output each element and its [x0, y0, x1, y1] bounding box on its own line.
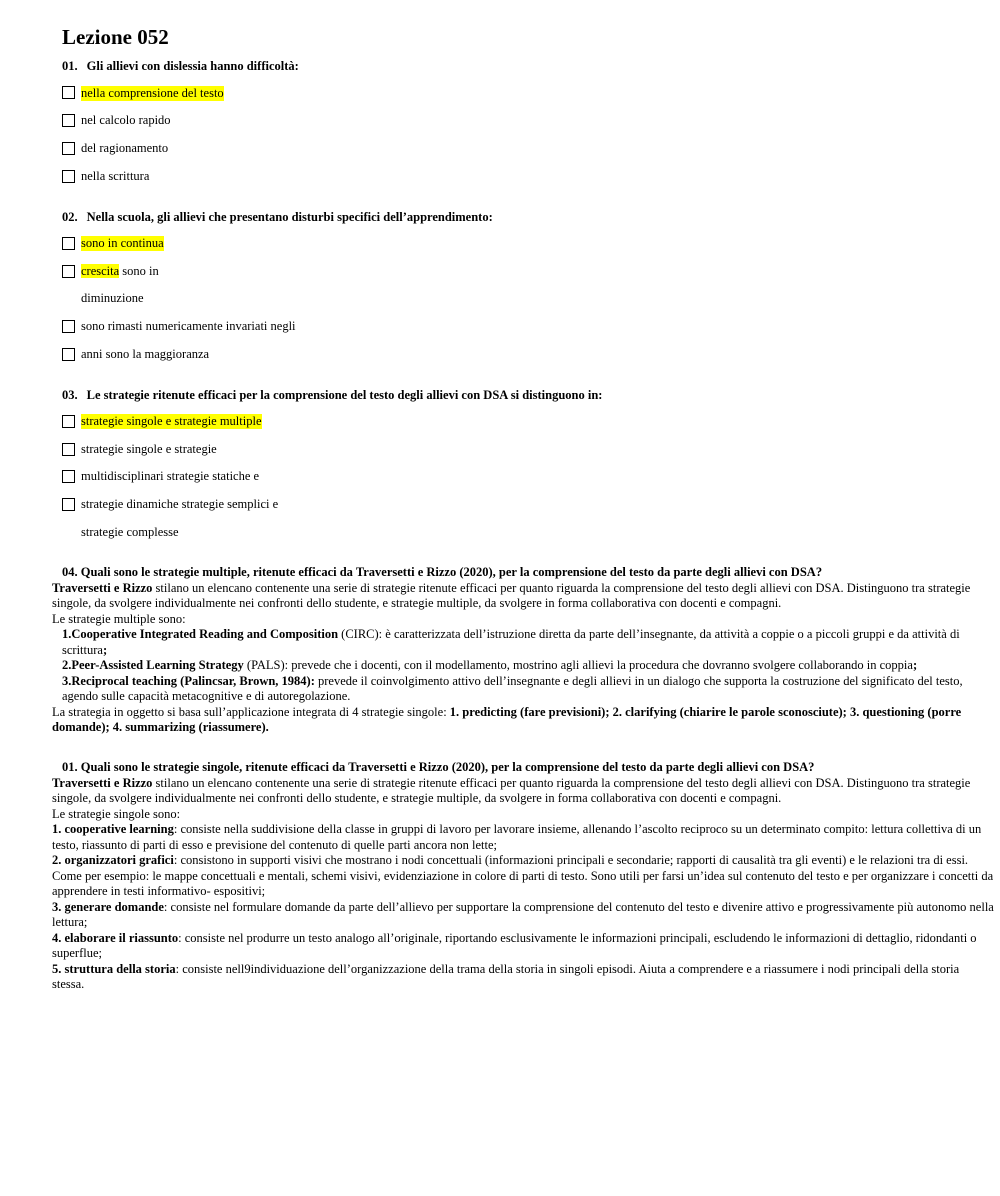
- answer-option-continuation: strategie complesse: [81, 525, 179, 539]
- answer-block-single-strategies: [52, 760, 994, 993]
- list-intro: Le strategie singole sono:: [52, 806, 181, 821]
- question-number: 03.: [62, 388, 78, 402]
- list-item: 2. organizzatori grafici: consistono in supporti visivi che mostrano i nodi concettuali (informazioni principali e secondarie; rapporti di causalità tra gli eventi) e le relazioni tra di essi. Come per esempio: le mappe concettuali e mentali, schemi visivi, evidenziazione in colore di parti di testo. Sono utili per farsi un’idea sul contenuto del testo e per organizzare i concetti da apprendere in testi informativo- espositivi;: [52, 853, 994, 898]
- intro-paragraph: Traversetti e Rizzo stilano un elencano contenente una serie di strategie ritenute efficaci per quanto riguarda la comprensione del testo degli allievi con DSA. Distinguono tra strategie singole, da svolgere individualmente nei confronti dello studente, e strategie multiple, da svolgere in forma collaborativa con docenti e compagni.: [52, 580, 971, 610]
- closing-paragraph: La strategia in oggetto si basa sull’applicazione integrata di 4 strategie singole: 1. predicting (fare previsioni); 2. clarifying (chiarire le parole sconosciute); 3. questioning (porre domande); 4. summarizing (riassumere).: [52, 704, 962, 734]
- checkbox[interactable]: [62, 470, 75, 483]
- question-text: Le strategie ritenute efficaci per la comprensione del testo degli allievi con DSA si distinguono in:: [86, 388, 603, 402]
- checkbox[interactable]: [62, 142, 75, 155]
- question-text: 04. Quali sono le strategie multiple, ritenute efficaci da Traversetti e Rizzo (2020), per la comprensione del testo da parte degli allievi con DSA?: [62, 565, 823, 579]
- checkbox[interactable]: [62, 86, 75, 99]
- answer-option: anni sono la maggioranza: [81, 347, 210, 361]
- checkbox[interactable]: [62, 237, 75, 250]
- answer-option-continuation: diminuzione: [81, 291, 144, 305]
- list-item: 3. generare domande: consiste nel formulare domande da parte dell’allievo per supportare la comprensione del contenuto del testo e divenire attivo e progressivamente più autonomo nella lettura;: [52, 899, 994, 929]
- highlighted-text: crescita: [81, 264, 120, 278]
- checkbox[interactable]: [62, 320, 75, 333]
- question-1: [62, 59, 299, 74]
- answer-block-multiple-strategies: [52, 565, 994, 736]
- answer-option-highlighted: sono in continua: [81, 236, 164, 250]
- question-text: Gli allievi con dislessia hanno difficoltà:: [86, 59, 299, 73]
- list-item: 1.Cooperative Integrated Reading and Composition (CIRC): è caratterizzata dell’istruzione diretta da parte dell’insegnante, da attività a coppie o a piccoli gruppi e da attività di scrittura;: [62, 627, 960, 657]
- question-2: [62, 210, 493, 225]
- list-item: 1. cooperative learning: consiste nella suddivisione della classe in gruppi di lavoro per lavorare insieme, allenando l’ascolto reciproco su un determinato compito: lettura collettiva di un testo, riassunto di parti di esso e previsione del contenuto di quelle parti ancora non lette;: [52, 822, 982, 852]
- answer-option: nella scrittura: [81, 169, 150, 183]
- checkbox[interactable]: [62, 498, 75, 511]
- answer-option: strategie singole e strategie: [81, 442, 217, 456]
- answer-option: multidisciplinari strategie statiche e: [81, 469, 260, 483]
- question-number: 01.: [62, 59, 78, 73]
- answer-option: del ragionamento: [81, 141, 169, 155]
- answer-option: crescita sono in: [81, 264, 159, 278]
- page-title: Lezione 052: [62, 25, 169, 49]
- checkbox[interactable]: [62, 415, 75, 428]
- answer-option: strategie dinamiche strategie semplici e: [81, 497, 279, 511]
- checkbox[interactable]: [62, 170, 75, 183]
- list-item: 5. struttura della storia: consiste nell9individuazione dell’organizzazione della trama della storia in singoli episodi. Aiuta a comprendere e a riassumere i nodi principali della storia stessa.: [52, 961, 960, 991]
- answer-option: sono rimasti numericamente invariati negli: [81, 319, 296, 333]
- question-3: [62, 388, 602, 403]
- answer-option-highlighted: strategie singole e strategie multiple: [81, 414, 262, 428]
- question-text: Nella scuola, gli allievi che presentano disturbi specifici dell’apprendimento:: [86, 210, 493, 224]
- question-text: 01. Quali sono le strategie singole, ritenute efficaci da Traversetti e Rizzo (2020), per la comprensione del testo da parte degli allievi con DSA?: [62, 760, 815, 774]
- checkbox[interactable]: [62, 114, 75, 127]
- checkbox[interactable]: [62, 265, 75, 278]
- answer-option-highlighted: nella comprensione del testo: [81, 86, 224, 100]
- question-number: 02.: [62, 210, 78, 224]
- list-item: 3.Reciprocal teaching (Palincsar, Brown, 1984): prevede il coinvolgimento attivo dell’insegnante e degli allievi in un dialogo che supporta la costruzione del significato del testo, agendo sulle capacità metacognitive e di autoregolazione.: [62, 673, 963, 703]
- list-item: 2.Peer-Assisted Learning Strategy (PALS): prevede che i docenti, con il modellamento, mostrino agli allievi la procedura che dovranno svolgere collaborando in coppia;: [62, 658, 918, 672]
- answer-option: nel calcolo rapido: [81, 113, 171, 127]
- checkbox[interactable]: [62, 443, 75, 456]
- checkbox[interactable]: [62, 348, 75, 361]
- list-item: 4. elaborare il riassunto: consiste nel produrre un testo analogo all’originale, riportando esclusivamente le informazioni principali, escludendo le informazioni di dettaglio, ridondanti o superflue;: [52, 930, 977, 960]
- intro-paragraph: Traversetti e Rizzo stilano un elencano contenente una serie di strategie ritenute efficaci per quanto riguarda la comprensione del testo degli allievi con DSA. Distinguono tra strategie singole, da svolgere individualmente nei confronti dello studente, e strategie multiple, da svolgere in forma collaborativa con docenti e compagni.: [52, 775, 971, 805]
- list-intro: Le strategie multiple sono:: [52, 611, 186, 626]
